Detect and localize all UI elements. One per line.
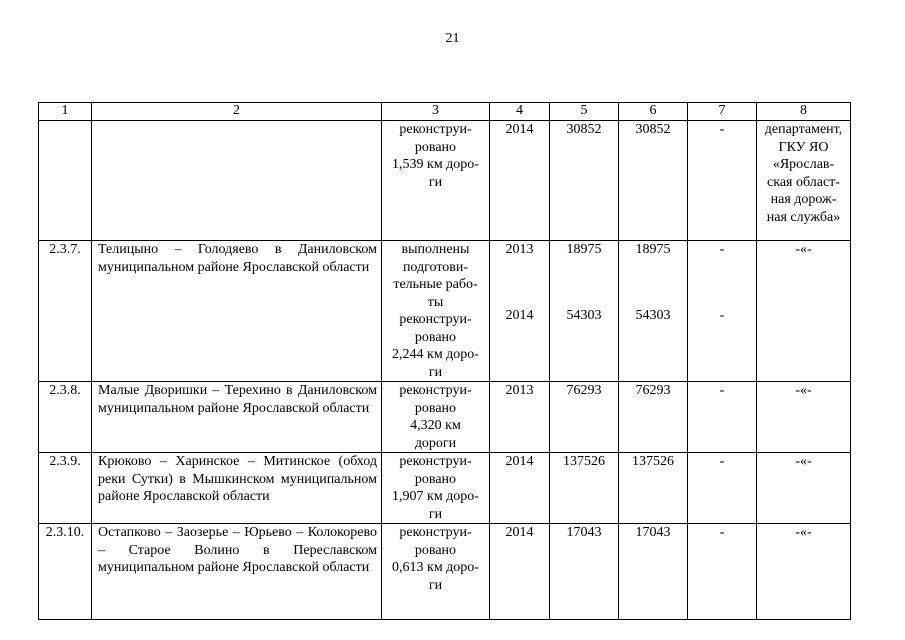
value-col6-stage-2: 54303 <box>635 307 671 323</box>
column-number-7: 7 <box>688 103 757 121</box>
page-number: 21 <box>445 31 460 46</box>
value-col5-stage-1: 18975 <box>566 242 602 257</box>
work-line: выполнены <box>401 242 470 257</box>
table-row <box>39 524 851 620</box>
year-stage-1: 2013 <box>505 242 534 257</box>
work-line: ровано <box>414 471 457 487</box>
work-line: ровано <box>414 400 457 416</box>
row-number: 2.3.10. <box>39 524 92 620</box>
value-col7 <box>688 241 757 382</box>
work-line: реконструи- <box>399 454 472 469</box>
value-col7: - <box>688 524 757 620</box>
column-number-6: 6 <box>619 103 688 121</box>
work-line: ги <box>428 364 443 380</box>
road-name: Крюково – Харинское – Митинское (обход реки Сутки) в Мышкинском муниципальном районе Ярославской области <box>92 453 382 524</box>
column-number-row <box>39 103 851 121</box>
work-line: 1,539 км доро- <box>392 157 479 172</box>
value-col5: 17043 <box>550 524 619 620</box>
value-col6: 17043 <box>619 524 688 620</box>
row-number: 2.3.9. <box>39 453 92 524</box>
work-line: ровано <box>414 329 457 345</box>
value-col6: 76293 <box>619 382 688 453</box>
work-line: реконструи- <box>399 525 472 540</box>
work-line: дороги <box>414 435 457 451</box>
executor-line: ная служба» <box>766 209 841 225</box>
work-description <box>382 382 490 453</box>
value-col7-stage-1: - <box>719 242 725 257</box>
work-description <box>382 524 490 620</box>
executor: -«- <box>757 241 851 382</box>
value-col6 <box>619 241 688 382</box>
value-col5: 30852 <box>550 121 619 241</box>
work-line: ровано <box>414 542 457 558</box>
year: 2014 <box>490 121 550 241</box>
work-description <box>382 121 490 241</box>
road-name <box>92 121 382 241</box>
value-col5 <box>550 241 619 382</box>
executor-line: ГКУ ЯО <box>778 139 829 155</box>
measures-table <box>38 102 851 620</box>
executor-line: ская област- <box>767 174 840 190</box>
work-line: 2,244 км доро- <box>392 347 479 362</box>
work-description <box>382 241 490 382</box>
table-row <box>39 382 851 453</box>
value-col7-stage-2: - <box>719 307 725 323</box>
executor <box>757 121 851 241</box>
work-line: ты <box>427 294 444 310</box>
value-col7: - <box>688 382 757 453</box>
value-col6: 30852 <box>619 121 688 241</box>
road-name: Малые Дворишки – Терехино в Даниловском муниципальном районе Ярославской области <box>92 382 382 453</box>
work-line: 0,613 км доро- <box>392 560 479 575</box>
work-line: 1,907 км доро- <box>392 489 479 504</box>
row-number <box>39 121 92 241</box>
work-description <box>382 453 490 524</box>
work-line: реконструи- <box>399 312 472 327</box>
year: 2014 <box>490 524 550 620</box>
executor: -«- <box>757 382 851 453</box>
year-stage-2: 2014 <box>505 307 534 323</box>
work-line: ги <box>428 506 443 522</box>
executor-line: департамент, <box>764 122 843 137</box>
column-number-2: 2 <box>92 103 382 121</box>
value-col5: 137526 <box>550 453 619 524</box>
road-name: Телицыно – Голодяево в Даниловском муниципальном районе Ярославской области <box>92 241 382 382</box>
row-number: 2.3.8. <box>39 382 92 453</box>
value-col5-stage-2: 54303 <box>566 307 602 323</box>
value-col6: 137526 <box>619 453 688 524</box>
value-col5: 76293 <box>550 382 619 453</box>
executor: -«- <box>757 453 851 524</box>
executor: -«- <box>757 524 851 620</box>
value-col7: - <box>688 453 757 524</box>
executor-line: ная дорож- <box>770 192 837 207</box>
work-line: 4,320 км <box>410 418 461 433</box>
year <box>490 241 550 382</box>
column-number-3: 3 <box>382 103 490 121</box>
row-number: 2.3.7. <box>39 241 92 382</box>
work-line: реконструи- <box>399 122 472 137</box>
work-line: ги <box>428 174 443 190</box>
work-line: ровано <box>414 139 457 155</box>
work-line: реконструи- <box>399 383 472 398</box>
value-col7: - <box>688 121 757 241</box>
executor-line: «Ярослав- <box>772 157 835 172</box>
table-row <box>39 453 851 524</box>
road-name: Остапково – Заозерье – Юрьево – Колокорево – Старое Волино в Переславском муниципальном районе Ярославской области <box>92 524 382 620</box>
column-number-5: 5 <box>550 103 619 121</box>
table-row <box>39 241 851 382</box>
column-number-1: 1 <box>39 103 92 121</box>
year: 2014 <box>490 453 550 524</box>
year: 2013 <box>490 382 550 453</box>
work-line: подготови- <box>402 259 469 275</box>
table-row <box>39 121 851 241</box>
work-line: ги <box>428 577 443 593</box>
column-number-8: 8 <box>757 103 851 121</box>
value-col6-stage-1: 18975 <box>635 242 671 257</box>
column-number-4: 4 <box>490 103 550 121</box>
work-line: тельные рабо- <box>393 277 478 292</box>
